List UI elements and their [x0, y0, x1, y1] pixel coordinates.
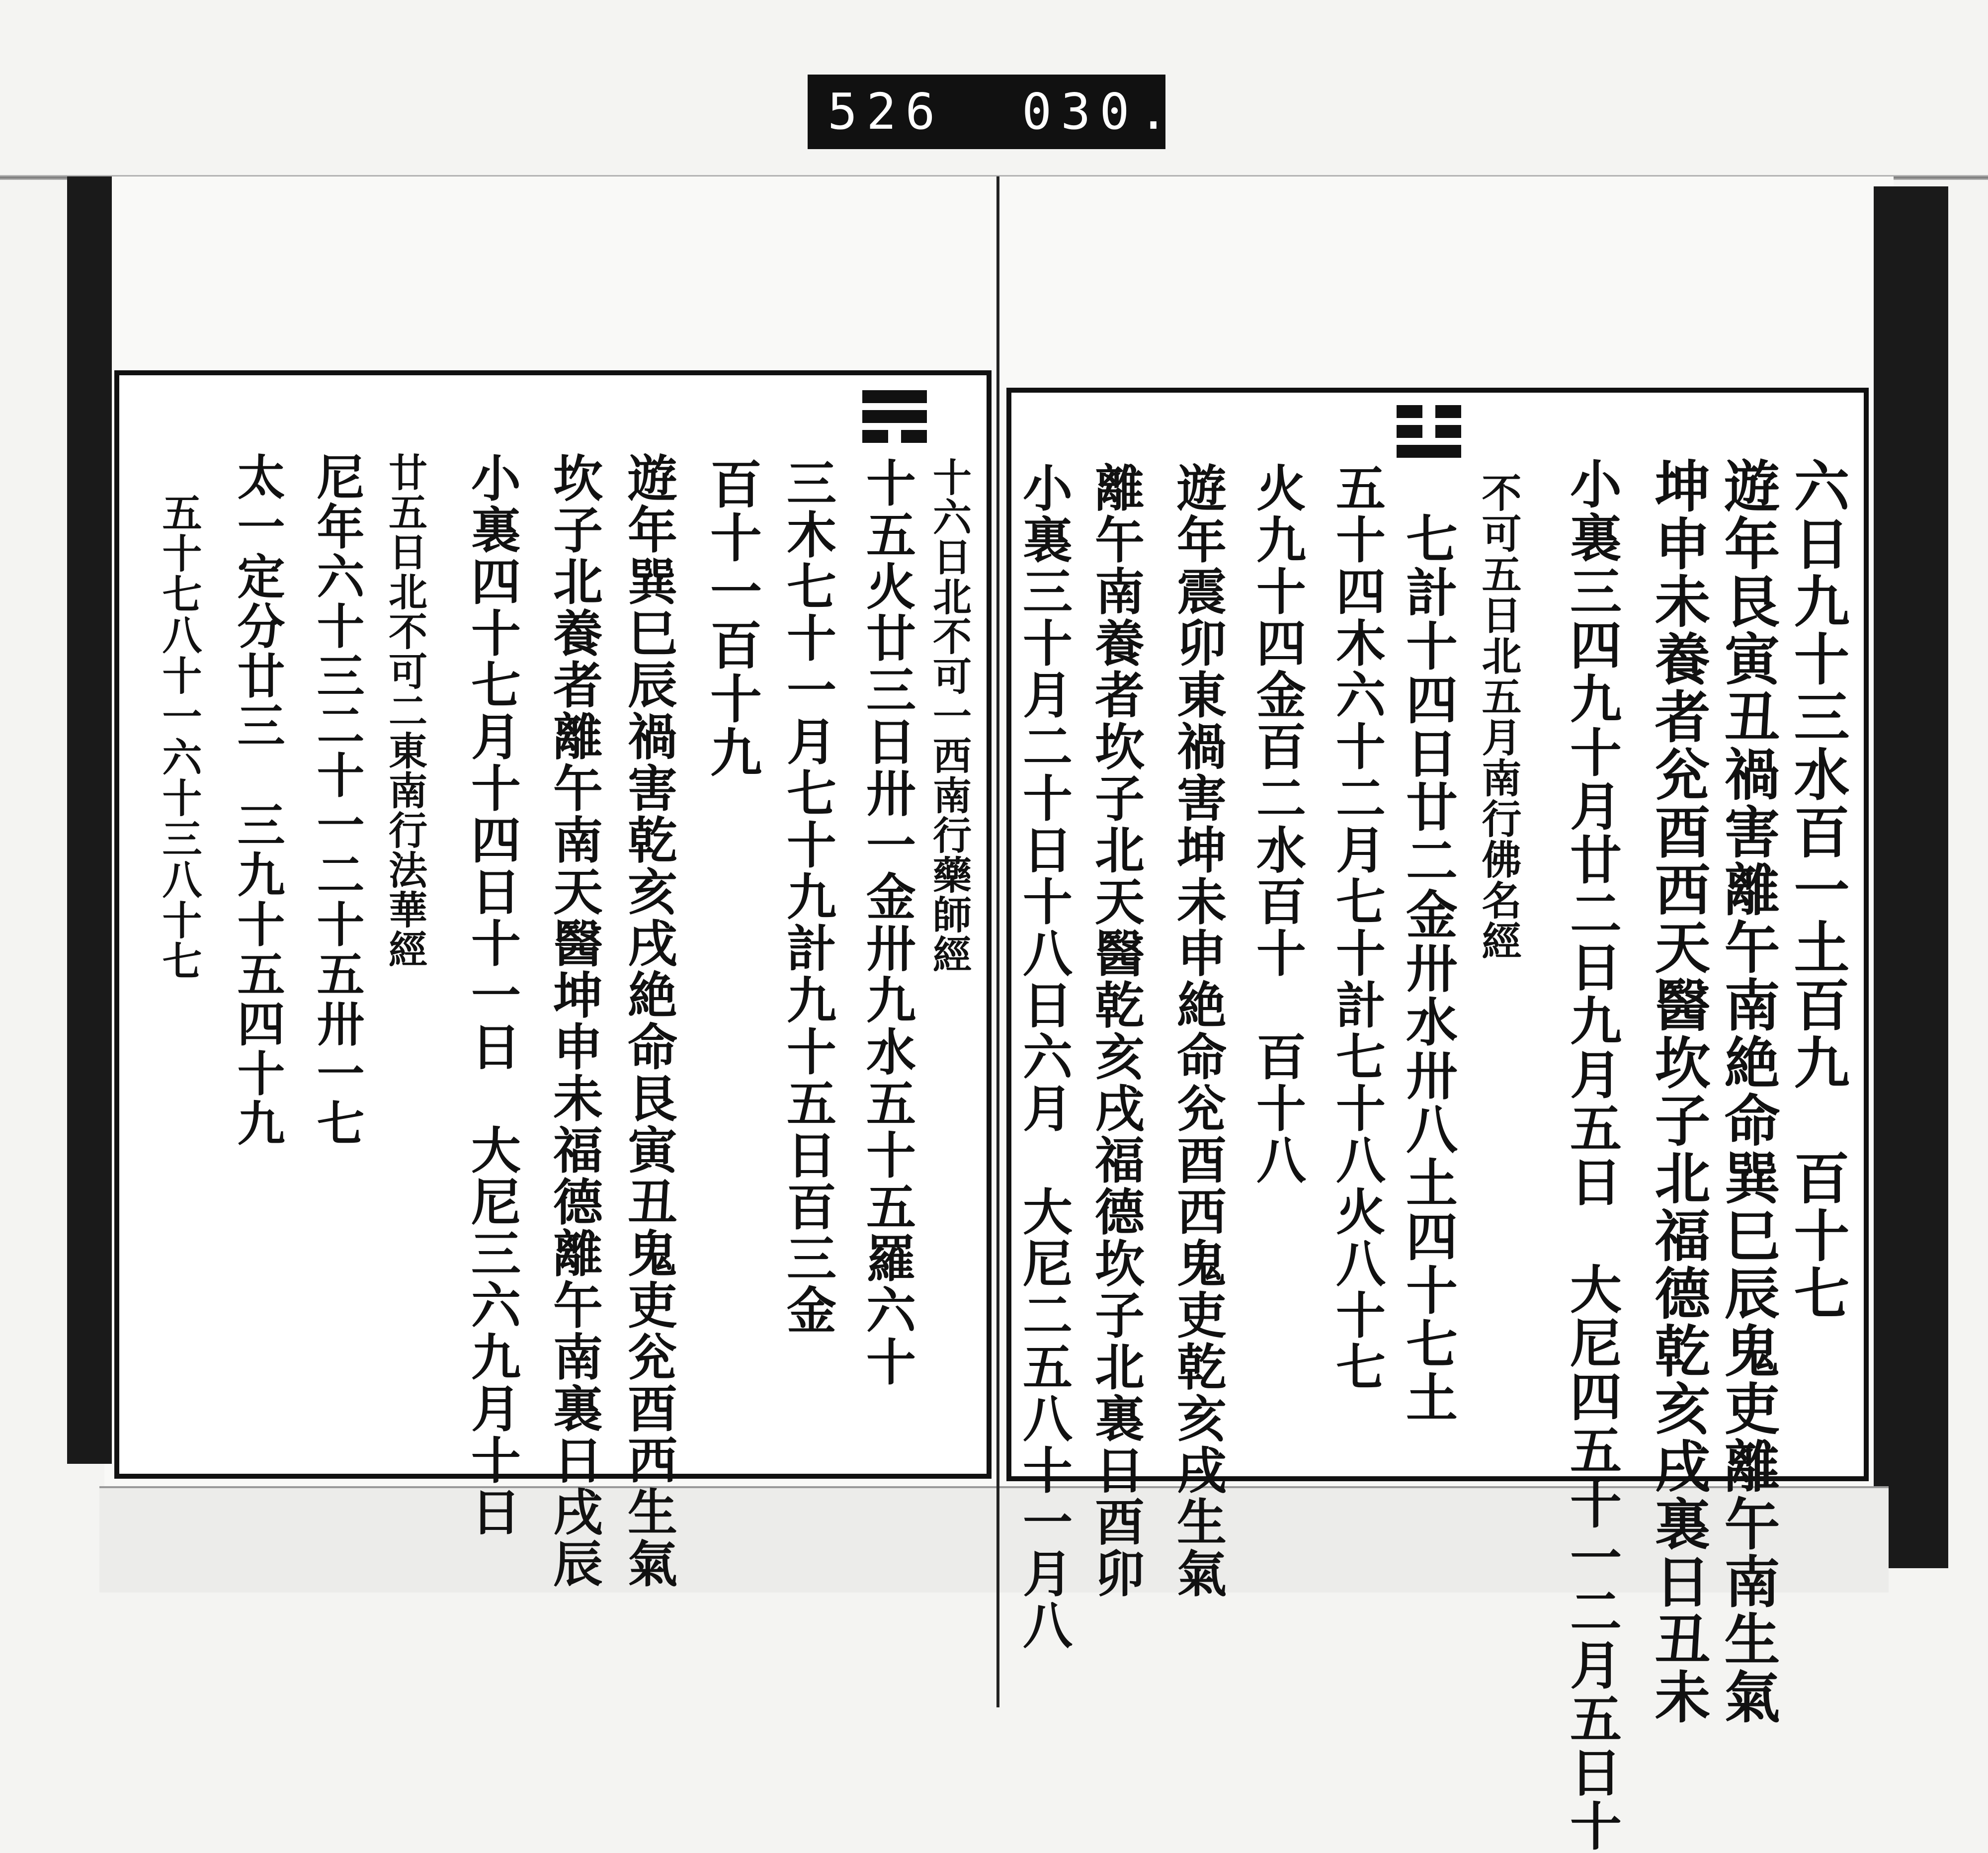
- left-column-7: 小裏四十七月十四日十一日 大尼三六九月十日: [463, 452, 521, 1538]
- right-column-3: 坤申未養者兊酉西天醫坎子北福德乾亥戌裏日丑未: [1646, 457, 1711, 1726]
- film-label: 526 030.: [808, 75, 1165, 149]
- right-column-9: 遊年震卯東禍害坤未申絶命兊酉西鬼吏乾亥戌生氣: [1168, 462, 1227, 1600]
- left-column-1: 十六日北不可一西南行藥師經: [926, 457, 972, 974]
- left-column-3: 三木七十一月七十九計九十五日百三金: [778, 457, 837, 1336]
- right-column-5: 不可五日北五月南行佛名經: [1475, 472, 1522, 961]
- right-column-4: 小裏三四九十月廿二日九月五日 大尼四五十一二月五日十: [1561, 457, 1622, 1853]
- right-column-1: 六日九十三水百一土百九 百十七: [1785, 457, 1850, 1322]
- left-column-5: 遊年巽巳辰禍害乾亥戌絶命艮寅丑鬼吏兊酉西生氣: [619, 452, 678, 1590]
- right-column-6: 七計十四日廿二金卅水卅八土四十七土: [1397, 512, 1458, 1425]
- right-column-7: 五十四木六十二月七十計七十八火八十七: [1327, 462, 1386, 1393]
- right-column-11: 小裏三十月二十日十八日六月 大尼二五八十一月八: [1014, 462, 1073, 1651]
- left-column-8: 廿五日北不可二東南行法華經: [382, 452, 427, 969]
- left-column-11: 五十七八十一六十三八十七: [156, 492, 202, 981]
- right-column-8: 火九十四金百二水百十 百十八: [1248, 462, 1307, 1186]
- left-column-9: 尼年六十三二十一二十五卅一七: [309, 452, 365, 1148]
- right-column-2: 遊年艮寅丑禍害離午南絶命巽巳辰鬼吏離午南生氣: [1715, 457, 1780, 1726]
- left-book-edge: [67, 176, 112, 1464]
- trigram-left-icon: [862, 390, 927, 443]
- left-column-4: 百十一百十九: [701, 457, 762, 779]
- left-column-6: 坎子北養者離午南天醫坤申未福德離午南裏日戌辰: [545, 452, 603, 1590]
- trigram-right-icon: [1397, 405, 1461, 458]
- left-column-10: 太一定分廿三 三九十五四十九: [230, 452, 286, 1148]
- right-column-10: 離午南養者坎子北天醫乾亥戌福德坎子北裏日酉卯: [1086, 462, 1145, 1600]
- right-book-edge: [1874, 186, 1948, 1568]
- book-gutter: [996, 176, 999, 1707]
- left-column-2: 十五火廿三日卅一金卅九水五十五羅六十: [858, 457, 916, 1388]
